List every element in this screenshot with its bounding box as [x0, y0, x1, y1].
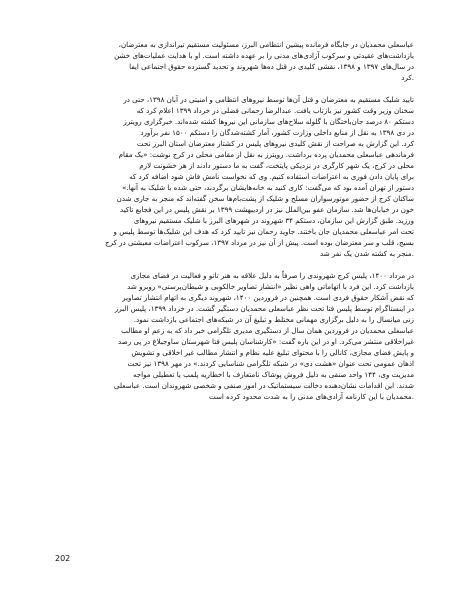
text-line: اذهان عمومی تحت عنوان «هشت دی» در شبکه تلگرامی شناسایی کردند.» در مهر ۱۳۹۸ نیز تحت [127, 359, 414, 368]
text-line: در سال‌های ۱۳۹۷ و ۱۳۹۸، نقشی کلیدی در قتل ده‌ها شهروند و تحدید گسترده حقوق اجتماعی ایفا [129, 62, 414, 71]
text-line: عباسعلی محمدیان در فروردین همان سال از دستگیری مدیری تلگرامی خبر داد که به زعم او مطالب [121, 326, 414, 335]
text-line: زنی میانسال را به دلیل برگزاری مهمانی مختلط و تبلیغ آن در شبکه‌های اجتماعی بازداشت نمود. [133, 315, 414, 324]
text-line: ورزید. طبق گزارش این سازمان، دستکم ۳۴ شهروند در شهرهای البرز با شلیک مستقیم نیروهای [133, 216, 414, 225]
text-line: در اینستاگرام توسط پلیس فتا تحت نظر عباسعلی محمدیان دستگیر گشت. در خرداد ۱۳۹۹، پلیس البرز [114, 304, 414, 313]
text-line: ساکنان کرج از حضور موتورسواران مسلح و شلیک از پشت‌بام‌ها سخن گفته‌اند که منجر به جاری شدن [116, 194, 414, 203]
text-line: فرماندهی عباسعلی محمدیان پرده برداشت. رویترز به نقل از مقامی محلی در کرج نوشت: «یک مقام [118, 150, 414, 159]
text-line: که نقض آشکار حقوق فردی است. همچنین در فروردین ۱۴۰۰، شهروند دیگری به اتهام انتشار تصاویر [122, 293, 414, 302]
text-line: برای پایان دادن فوری به اعتراضات استفاده کنیم. وی که نخواست نامش فاش شود اضافه کرد که [129, 172, 414, 181]
text-line: مدیریت وی، ۱۴۴ واحد صنفی به دلیل فروش پوشاک نامتعارف با اخطاریه پلمب یا تعطیلی مواجه [132, 370, 414, 379]
document-body [55, 39, 414, 402]
text-line: خون در خیابان‌ها شد. سازمان عفو بین‌الملل نیز در اردیبهشت ۱۳۹۹ بر نقش پلیس در این فجایع تاکید [120, 205, 414, 214]
text-line: .منجر به کشته شدن یک نفر شد [320, 249, 414, 258]
text-line: دستور از تهران آمده بود که می‌گفت: کاری کنید به خانه‌هایشان برگردند، حتی شده با شلیک به آنها.» [121, 183, 414, 192]
text-line: کرد. این گزارش به صراحت از نقش کلیدی نیروهای پلیس در کشتار معترضان استان البرز تحت [136, 139, 414, 148]
paragraph-1 [55, 39, 414, 83]
text-line: .کرد [401, 73, 414, 82]
text-line: غیراخلاقی منتشر می‌کرد. او در این باره گفت: «کارشناسان پلیس فتا شهرستان ساوجبلاغ در پی رصد [118, 337, 414, 346]
text-line: تحت امر عباسعلی محمدیان جان باختند. جاوید رحمان نیز تایید کرد که هدف این شلیک‌ها توسط پلیس و [113, 227, 414, 236]
text-line: تایید شلیک مستقیم به معترضان و قتل آن‌ها توسط نیروهای انتظامی و امنیتی در آبان ۱۳۹۸، حتی در [123, 95, 414, 104]
page-number: 202 [55, 554, 71, 563]
text-line: محلی در کرج، یک شهر کارگری در نزدیکی پایتخت، گفت به ما دستور دادند از هر خشونت لازم [139, 161, 414, 170]
text-line: بازداشت‌های عقیدتی و سرکوب آزادی‌های مدنی را بر عهده داشته است. او با هدایت عملیات‌های خشن [114, 51, 414, 60]
text-line: بازداشت کرد. این فرد با اتهاماتی واهی نظیر «انتشار تصاویر خالکوبی و شیطان‌پرستی» روبرو شد [127, 282, 414, 291]
paragraph-3 [55, 270, 414, 402]
text-line: دستکم ۸۰ درصد جان‌باختگان با گلوله سلاح‌های سازمانی این نیروها کشته شده‌اند. خبرگزاری رویترز [123, 117, 414, 126]
text-line: شدند. این اقدامات نشان‌دهنده دخالت سیستماتیک در امور صنفی و شخصی شهروندان است. عباسعلی [113, 381, 414, 390]
text-line: بسیج، قلب و سر معترضان بوده است. پیش از آن نیز در مرداد ۱۳۹۷، سرکوب اعتراضات معیشتی در کرج [105, 238, 414, 247]
text-line: عباسعلی محمدیان در جایگاه فرمانده پیشین انتظامی البرز، مسئولیت مستقیم تیراندازی به معترضان، [118, 40, 414, 49]
text-line: .محمدیان با این کارنامه آزادی‌های مدنی را به شدت محدود کرده است [209, 392, 414, 401]
text-line: در مرداد ۱۴۰۰، پلیس کرج شهروندی را صرفاً به دلیل علاقه به هنر تاتو و فعالیت در فضای مجازی [130, 271, 414, 280]
text-line: در دی ۱۳۹۸ به نقل از منابع داخلی وزارت کشور، آمار کشته‌شدگان را دستکم ۱۵۰۰ نفر برآورد [140, 128, 414, 137]
text-line: و پایش فضای مجازی، کانالی را با محتوای تبلیغ علیه نظام و انتشار مطالب غیر اخلاقی و تشویش [131, 348, 414, 357]
paragraph-2 [55, 94, 414, 259]
text-line: سخنان وزیر وقت کشور نیز بازتاب یافت. عبدالرضا رحمانی فضلی در خرداد ۱۳۹۹ اعلام کرد که [136, 106, 414, 115]
